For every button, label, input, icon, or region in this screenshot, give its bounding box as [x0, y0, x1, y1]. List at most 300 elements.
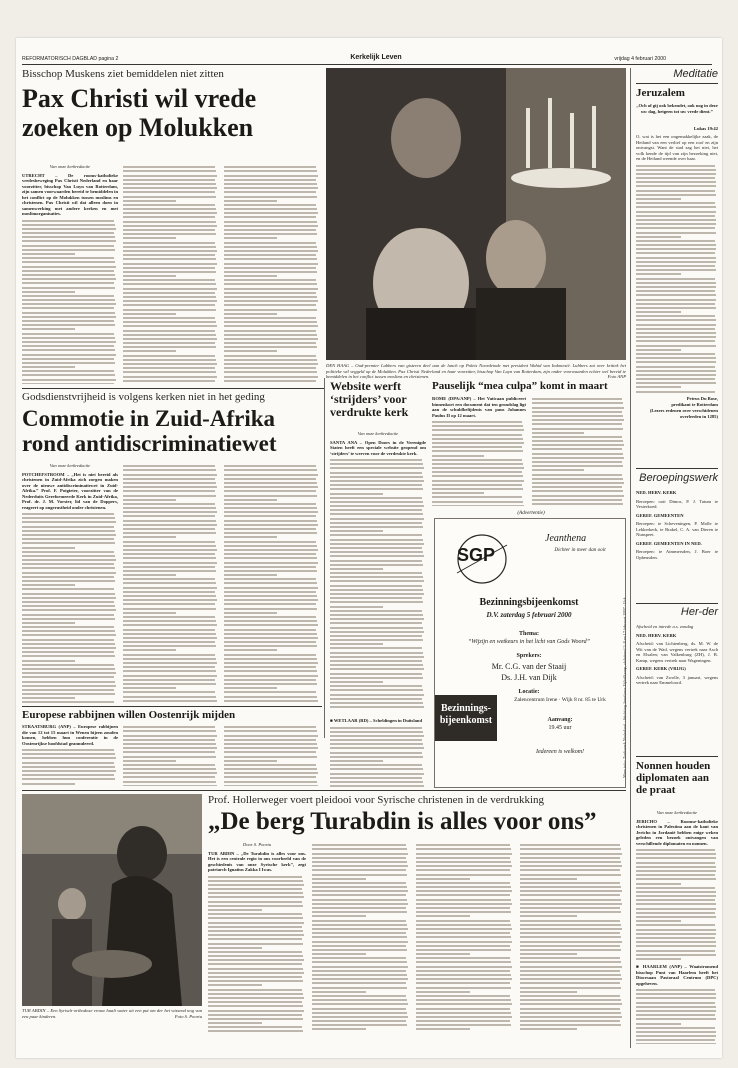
- text-line: [123, 768, 216, 770]
- text-line: [416, 995, 510, 997]
- text-line: [123, 495, 216, 497]
- text-line: [416, 936, 511, 938]
- beroeping-tekst: Beroepen: te Aimmersden, J. Boer te Opheusden.: [636, 549, 718, 560]
- text-line: [123, 772, 217, 774]
- text-line: [330, 480, 424, 482]
- body-text: [416, 844, 514, 1032]
- text-line: [520, 991, 577, 993]
- text-line: [224, 474, 318, 476]
- text-line: [224, 599, 318, 601]
- text-line: [520, 882, 620, 884]
- article1-lead: UTRECHT – De rooms-katholieke vredesbeweging Pax Christi Nederland en haar voorzitter, bisschop Van Luyn van Rotterdam, zijn samen voorwaarden bereid te bemiddelen in het conflict op de Molukken tussen moslims en christenen. Pax Christi wil dat alleen doen in samenwerking met andere kerken en met moslimorganisaties.: [22, 172, 118, 216]
- text-line: [22, 337, 115, 339]
- text-line: [416, 865, 512, 867]
- text-line: [532, 461, 622, 463]
- text-line: [636, 332, 716, 334]
- text-line: [636, 303, 715, 305]
- text-line: [532, 465, 623, 467]
- text-line: [312, 869, 406, 871]
- text-line: [532, 436, 622, 438]
- body-text: [636, 165, 718, 395]
- text-line: [636, 173, 716, 175]
- text-line: [224, 478, 316, 480]
- text-line: [330, 576, 423, 578]
- text-line: [224, 603, 316, 605]
- text-line: [123, 166, 215, 168]
- text-line: [312, 941, 408, 943]
- text-line: [123, 499, 176, 501]
- text-line: [520, 936, 621, 938]
- body-text: [330, 727, 426, 789]
- text-line: [123, 658, 216, 660]
- text-line: [312, 890, 408, 892]
- text-line: [636, 324, 716, 326]
- text-line: [330, 564, 423, 566]
- text-line: [123, 726, 215, 728]
- text-line: [416, 970, 510, 972]
- text-line: [22, 316, 116, 318]
- text-line: [123, 608, 216, 610]
- text-line: [123, 616, 215, 618]
- text-line: [123, 785, 217, 786]
- text-line: [123, 469, 216, 471]
- text-line: [636, 240, 715, 242]
- text-line: [636, 958, 681, 960]
- text-line: [532, 457, 624, 459]
- text-line: [22, 379, 116, 381]
- text-line: [22, 236, 115, 238]
- text-line: [330, 526, 423, 528]
- text-line: [224, 309, 317, 311]
- text-line: [224, 258, 317, 260]
- text-line: [312, 861, 407, 863]
- text-line: [224, 300, 318, 302]
- text-line: [520, 1024, 621, 1026]
- text-line: [520, 1003, 622, 1005]
- text-line: [208, 926, 302, 928]
- text-line: [208, 951, 302, 953]
- text-line: [224, 267, 316, 269]
- text-line: [123, 204, 215, 206]
- text-line: [123, 279, 215, 281]
- text-line: [208, 972, 304, 974]
- text-line: [123, 553, 215, 555]
- text-line: [312, 894, 406, 896]
- text-line: [636, 849, 715, 851]
- text-line: [123, 747, 217, 749]
- text-line: [224, 212, 318, 214]
- text-line: [22, 295, 114, 297]
- text-line: [22, 287, 115, 289]
- text-line: [22, 228, 116, 230]
- text-line: [520, 953, 577, 955]
- text-line: [224, 549, 318, 551]
- text-line: [636, 386, 681, 388]
- text-line: [123, 183, 216, 185]
- text-line: [208, 884, 304, 886]
- text-line: [224, 363, 318, 365]
- text-line: [22, 676, 114, 678]
- text-line: [22, 358, 114, 360]
- text-line: [312, 882, 406, 884]
- text-line: [330, 760, 383, 762]
- text-line: [22, 240, 116, 242]
- text-line: [123, 208, 216, 210]
- text-line: [224, 503, 316, 505]
- article5-lead: STRAATSBURG (ANP) – Europese rabbijnen die van 12 tot 15 maart in Wenen bijeen zouden komen, hebben hun conferentie in de Oostenrijkse hoofdstad geannuleerd.: [22, 724, 118, 746]
- text-line: [520, 970, 620, 972]
- text-line: [416, 953, 470, 955]
- text-line: [224, 465, 316, 467]
- sidebar-rule: [630, 68, 631, 1048]
- text-line: [636, 319, 716, 321]
- text-line: [330, 497, 422, 499]
- text-line: [330, 739, 422, 741]
- article2-column-2: [123, 463, 219, 703]
- text-line: [636, 920, 681, 922]
- text-line: [22, 774, 114, 776]
- text-line: [520, 961, 621, 963]
- text-line: [123, 229, 215, 231]
- text-line: [520, 966, 622, 968]
- text-line: [330, 752, 422, 754]
- text-line: [22, 303, 116, 305]
- meditatie-intro: O, wat is het een ongemakkelijke zaak, de Heiland van een verlief op een roof en zijn ontvangst. Want de stad zag het niet, het volk kende de tijd van zijn bezoeking niet, en de Heiland weende over haar.: [636, 134, 718, 161]
- text-line: [636, 937, 715, 939]
- text-line: [636, 954, 716, 956]
- text-line: [123, 271, 216, 273]
- text-line: [208, 943, 303, 945]
- text-line: [208, 947, 262, 949]
- text-line: [224, 666, 316, 668]
- text-line: [432, 492, 484, 494]
- ad-footer: Iedereen is welkom!: [535, 749, 585, 755]
- text-line: [330, 694, 424, 696]
- newspaper-page: [16, 38, 722, 1058]
- text-line: [208, 905, 303, 907]
- text-line: [22, 538, 114, 540]
- text-line: [312, 899, 407, 901]
- text-line: [123, 170, 216, 172]
- text-line: [123, 474, 217, 476]
- text-line: [636, 273, 681, 275]
- text-line: [520, 899, 621, 901]
- text-line: [532, 428, 623, 430]
- text-line: [123, 296, 216, 298]
- text-line: [636, 1018, 716, 1020]
- text-line: [312, 915, 366, 917]
- article4-headline: Pauselijk “mea culpa” komt in maart: [432, 380, 608, 392]
- ad-speakers-label: Sprekers:: [516, 653, 542, 659]
- photo-caption: [326, 363, 626, 380]
- text-line: [208, 980, 303, 982]
- text-line: [312, 1020, 406, 1022]
- text-line: [224, 760, 277, 762]
- text-line: [123, 776, 215, 778]
- text-line: [636, 899, 715, 901]
- text-line: [224, 355, 316, 357]
- rule: [636, 756, 718, 757]
- text-line: [224, 768, 317, 770]
- text-line: [330, 677, 423, 679]
- text-line: [636, 223, 716, 225]
- text-line: [532, 478, 623, 480]
- text-line: [224, 317, 316, 319]
- text-line: [123, 350, 176, 352]
- meditatie-author: Petrus Du Bose,: [686, 396, 718, 401]
- text-line: [532, 474, 622, 476]
- text-line: [224, 271, 317, 273]
- text-line: [22, 576, 114, 578]
- text-line: [416, 907, 510, 909]
- text-line: [330, 472, 422, 474]
- text-line: [224, 342, 316, 344]
- text-line: [312, 991, 366, 993]
- meditatie-author-role: predikant te Rotterdam: [671, 402, 718, 407]
- text-line: [123, 595, 216, 597]
- body-text: [432, 421, 526, 506]
- text-line: [224, 170, 317, 172]
- article3-lead: SANTA ANA – Open Doors in de Verenigde Staten heeft een speciale website geopend om ‘strijders’ te werven voor de verdrukte kerk.: [330, 439, 426, 456]
- text-line: [224, 620, 317, 622]
- herder-kerk: NED. HERV. KERK: [636, 632, 677, 638]
- text-line: [224, 570, 317, 572]
- text-line: [22, 333, 114, 335]
- beroeping-tekst: Beroepen: ooit Dimos, P. J. Tatum te Vesterkoed.: [636, 498, 718, 509]
- text-line: [636, 181, 716, 183]
- text-line: [123, 275, 176, 277]
- text-line: [636, 165, 715, 167]
- herder-intro: Afscheid en intrede a.s. zondag: [636, 624, 694, 629]
- text-line: [532, 495, 624, 497]
- text-line: [224, 553, 316, 555]
- text-line: [636, 269, 716, 271]
- text-line: [312, 932, 406, 934]
- text-line: [22, 245, 114, 247]
- text-line: [224, 616, 316, 618]
- text-line: [432, 438, 523, 440]
- text-line: [416, 924, 511, 926]
- text-line: [312, 987, 407, 989]
- text-line: [123, 515, 215, 517]
- text-line: [330, 488, 423, 490]
- text-line: [532, 407, 624, 409]
- text-line: [636, 211, 716, 213]
- text-line: [123, 629, 215, 631]
- text-line: [224, 624, 318, 626]
- text-line: [22, 542, 115, 544]
- text-line: [312, 865, 408, 867]
- text-line: [330, 572, 422, 574]
- text-line: [636, 328, 715, 330]
- text-line: [330, 551, 423, 553]
- text-line: [123, 760, 176, 762]
- herder-tekst: Afscheid: van Zwolle, 3 januari, wegens vertrek naar Emmeloord.: [636, 674, 718, 685]
- text-line: [312, 848, 407, 850]
- text-line: [123, 654, 215, 656]
- text-line: [22, 605, 115, 607]
- text-line: [312, 1003, 408, 1005]
- text-line: [520, 911, 621, 913]
- body-text: [22, 513, 118, 703]
- text-line: [224, 204, 316, 206]
- text-line: [22, 647, 116, 649]
- text-line: [330, 530, 383, 532]
- text-line: [224, 499, 277, 501]
- text-line: [123, 490, 215, 492]
- ad-badge: Bezinnings-bijeenkomst: [435, 695, 497, 741]
- text-line: [22, 232, 114, 234]
- text-line: [22, 567, 115, 569]
- text-line: [312, 982, 406, 984]
- text-line: [123, 221, 216, 223]
- article5-column-1: [22, 724, 118, 786]
- text-line: [224, 233, 317, 235]
- text-line: [123, 599, 217, 601]
- text-line: [636, 206, 716, 208]
- photo-lubbers-wahid: [326, 68, 626, 360]
- text-line: [22, 681, 115, 683]
- text-line: [432, 488, 523, 490]
- text-line: [312, 978, 408, 980]
- text-line: [520, 1008, 620, 1010]
- text-line: [636, 244, 716, 246]
- article5-column-3: [224, 724, 320, 786]
- text-line: [330, 643, 383, 645]
- beroeping-kerk: GEREF. GEMEENTEN IN NED.: [636, 540, 702, 546]
- text-line: [224, 612, 277, 614]
- text-line: [330, 589, 423, 591]
- text-line: [330, 505, 424, 507]
- haarlem-lead: ■ HAARLEM (ANP) – Waaistromend bisschop Punt van Haarlem heeft het Diocesaan Pastoraal Centrum (DPC) opgeheven.: [636, 964, 718, 986]
- text-line: [636, 232, 716, 234]
- text-line: [123, 330, 215, 332]
- text-line: [224, 608, 317, 610]
- text-line: [123, 288, 217, 290]
- rule: [22, 706, 322, 707]
- text-line: [224, 528, 316, 530]
- text-line: [224, 330, 316, 332]
- text-line: [636, 895, 716, 897]
- text-line: [636, 866, 716, 868]
- body-text: [123, 166, 219, 384]
- body-text: [636, 989, 718, 1044]
- rule: [636, 83, 718, 84]
- rule: [636, 468, 718, 469]
- text-line: [312, 907, 406, 909]
- text-line: [432, 501, 523, 503]
- text-line: [330, 627, 423, 629]
- text-line: [330, 764, 422, 766]
- text-line: [532, 490, 623, 492]
- text-line: [416, 1012, 511, 1014]
- text-line: [330, 597, 422, 599]
- text-line: [123, 587, 217, 589]
- text-line: [636, 993, 716, 995]
- photo-image: [326, 68, 626, 360]
- text-line: [123, 317, 215, 319]
- text-line: [416, 974, 511, 976]
- text-line: [432, 434, 522, 436]
- text-line: [224, 229, 316, 231]
- text-line: [636, 912, 715, 914]
- text-line: [123, 478, 215, 480]
- text-line: [416, 966, 512, 968]
- beroepingswerk-label: Beroepingswerk: [639, 472, 718, 484]
- text-line: [330, 660, 422, 662]
- text-line: [636, 1010, 716, 1012]
- ad-tagline: Dichter in meer dan ooit: [554, 547, 606, 553]
- text-line: [432, 496, 522, 498]
- beroepingswerk-list: [636, 490, 718, 600]
- text-line: [416, 874, 511, 876]
- text-line: [208, 934, 304, 936]
- advertisement: [434, 518, 626, 788]
- text-line: [123, 263, 217, 265]
- text-line: [123, 300, 217, 302]
- text-line: [432, 505, 524, 506]
- text-line: [123, 641, 215, 643]
- text-line: [123, 591, 215, 593]
- text-line: [123, 367, 215, 369]
- text-line: [636, 361, 716, 363]
- text-line: [22, 257, 114, 259]
- text-line: [330, 585, 422, 587]
- text-line: [224, 490, 316, 492]
- article6-kicker: Prof. Hollerweger voert pleidooi voor Syrische christenen in de verdrukking: [208, 794, 545, 806]
- text-line: [520, 928, 622, 930]
- text-line: [224, 781, 317, 783]
- text-line: [416, 869, 510, 871]
- text-line: [22, 220, 114, 222]
- text-line: [312, 999, 407, 1001]
- text-line: [224, 225, 318, 227]
- text-line: [123, 666, 215, 668]
- article2-lead: POTCHEFSTROOM – „Het is niet bereid als christenen in Zuid-Afrika zich zorgen maken over de nieuwe antidiscriminatiewet in Zuid-Afrika.” Prof. F. Potgieter, voorzitter van de Nederduits Gereformeerde Kerk in Zuid-Afrika, Prof. dr. J. M. Vorster, lid van de Doppers, reageert op ongerustheid onder christenen.: [22, 471, 118, 510]
- text-line: [22, 366, 75, 368]
- article3-headline: Website werft ‘strijders’ voor verdrukte kerk: [330, 379, 409, 419]
- text-line: [22, 630, 115, 632]
- text-line: [636, 336, 716, 338]
- text-line: [330, 534, 422, 536]
- article2-column-3: [224, 463, 320, 703]
- text-line: [520, 974, 621, 976]
- text-line: [312, 920, 406, 922]
- ad-logo-text: SGP: [457, 545, 496, 565]
- article6-column-1: [208, 842, 306, 1032]
- body-text: [532, 398, 626, 506]
- text-line: [123, 212, 217, 214]
- text-line: [330, 639, 423, 641]
- photo2-caption: [22, 1008, 202, 1019]
- text-line: [636, 945, 716, 947]
- text-line: [123, 304, 215, 306]
- caption-text: DEN HAAG – Oud-premier Lubbers van gisteren deel aan de lunch op Paleis Noordeinde met president Wahid van Indonesië. Lubbers zat over kritiek het politieke wil veggeld op de Molukken. Pax Christi Nederland en haar voorzitter, bisschop Van Luyn van Rotterdam, zijn onder voorwaarden echter wel bereid te bemiddelen in het conflict tussen moslims en christenen.: [326, 363, 626, 379]
- text-line: [416, 903, 512, 905]
- text-line: [532, 486, 622, 488]
- text-line: [224, 772, 318, 774]
- text-line: [123, 730, 216, 732]
- masthead-date: vrijdag 4 februari 2000: [614, 56, 666, 62]
- text-line: [224, 566, 316, 568]
- text-line: [636, 997, 716, 999]
- text-line: [224, 726, 316, 728]
- text-line: [636, 370, 716, 372]
- text-line: [224, 776, 316, 778]
- text-line: [22, 597, 116, 599]
- text-line: [636, 294, 716, 296]
- text-line: [22, 634, 116, 636]
